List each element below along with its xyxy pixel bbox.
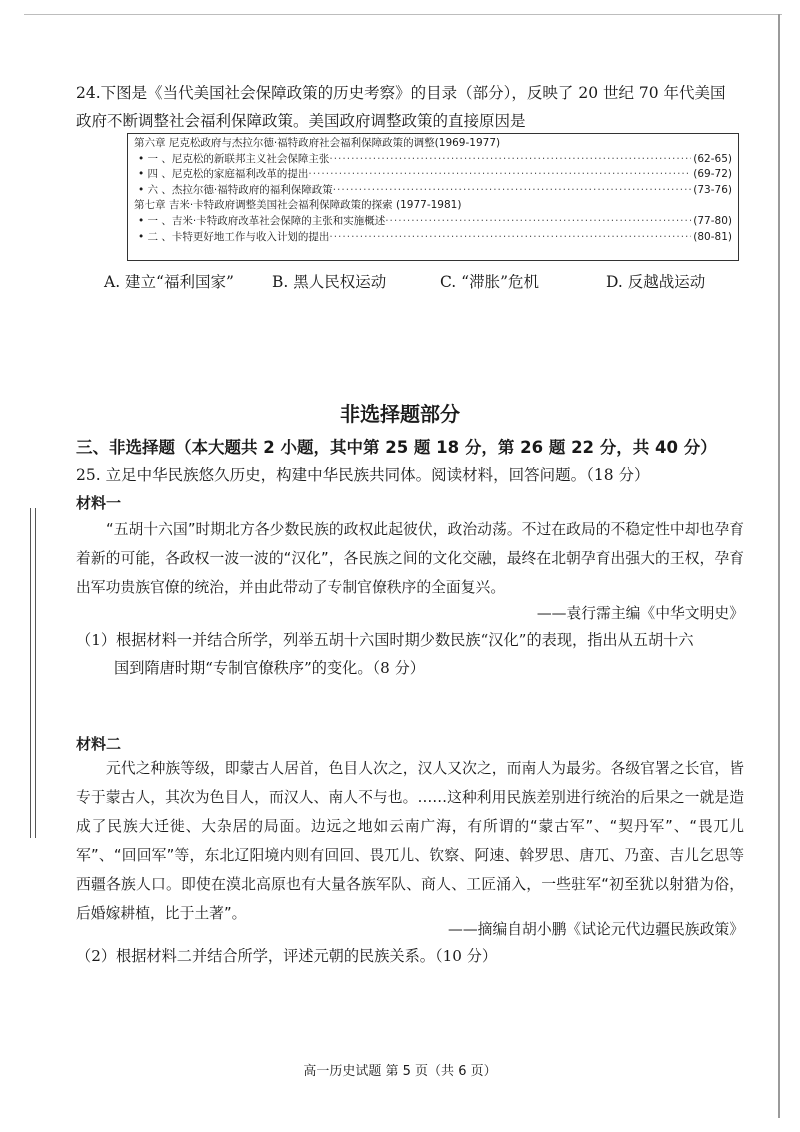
part-heading: 三、非选择题（本大题共 2 小题，其中第 25 题 18 分，第 26 题 22 分，共 40 分） <box>76 438 717 457</box>
toc-item-title: • 一 、吉米·卡特政府改革社会保障的主张和实施概述 <box>138 214 386 227</box>
toc-item <box>134 167 732 183</box>
toc-item-title: • 一 、尼克松的新联邦主义社会保障主张 <box>138 152 330 165</box>
toc-item <box>134 183 732 199</box>
q25-stem: 25. 立足中华民族悠久历史，构建中华民族共同体。阅读材料，回答问题。（18 分） <box>76 466 650 484</box>
q24-option-a: A. 建立“福利国家” <box>104 273 234 291</box>
toc-item-pages: (80-81) <box>693 230 732 243</box>
material1-body: “五胡十六国”时期北方各少数民族的政权此起彼伏，政治动荡。不过在政局的不稳定性中却也孕育着新的可能，各政权一波一波的“汉化”，各民族之间的文化交融，最终在北朝孕育出强大的王权，孕育出军功贵族官僚的统治，并由此带动了专制官僚秩序的全面复兴。 <box>76 521 744 596</box>
binding-mark <box>30 508 36 838</box>
q24-stem-line2: 政府不断调整社会福利保障政策。美国政府调整政策的直接原因是 <box>76 112 526 130</box>
q25-sub1-line1: （1）根据材料一并结合所学，列举五胡十六国时期少数民族“汉化”的表现，指出从五胡十六 <box>76 631 694 649</box>
toc-leader-dots <box>329 230 691 246</box>
scan-top-edge <box>24 14 782 15</box>
q24-option-d: D. 反越战运动 <box>606 273 706 291</box>
toc-item-pages: (77-80) <box>693 214 732 227</box>
toc-chapter-7-title: 第七章 吉米·卡特政府调整美国社会福利保障政策的探索 (1977-1981) <box>134 199 462 212</box>
toc-item <box>134 152 732 168</box>
material2-label: 材料二 <box>76 735 122 753</box>
material2-body: 元代之种族等级，即蒙古人居首，色目人次之，汉人又次之，而南人为最劣。各级官署之长官，皆专于蒙古人，其次为色目人，而汉人、南人不与也。……这种利用民族差别进行统治的后果之一就是造成了民族大迁徙、大杂居的局面。边远之地如云南广海，有所谓的“蒙古军”、“契丹军”、“畏兀儿军”、“回回军”等，东北辽阳境内则有回回、畏兀儿、钦察、阿速、斡罗思、唐兀、乃蛮、吉儿乞思等西疆各族人口。即使在漠北高原也有大量各族军队、商人、工匠涌入，一些驻军“初至犹以射猎为俗，后婚嫁耕植，比于土著”。 <box>76 760 744 922</box>
page-footer: 高一历史试题 第 5 页（共 6 页） <box>303 1064 497 1079</box>
toc-leader-dots <box>385 214 691 230</box>
q24-option-b: B. 黑人民权运动 <box>272 273 387 291</box>
material2-source: ——摘编自胡小鹏《试论元代边疆民族政策》 <box>448 921 744 938</box>
toc-leader-dots <box>308 167 691 183</box>
toc-item-pages: (73-76) <box>693 183 732 196</box>
q24-option-c: C. “滞胀”危机 <box>440 273 540 291</box>
toc-leader-dots <box>329 152 691 168</box>
toc-leader-dots <box>333 183 692 199</box>
material1-label: 材料一 <box>76 494 122 512</box>
toc-item <box>134 230 732 246</box>
toc-item <box>134 214 732 230</box>
q24-stem-line1: 24.下图是《当代美国社会保障政策的历史考察》的目录（部分），反映了 20 世纪 70 年代美国 <box>76 84 726 102</box>
toc-item-title: • 四 、尼克松的家庭福利改革的提出 <box>138 168 309 181</box>
toc-item-title: • 六 、杰拉尔德·福特政府的福利保障政策 <box>138 183 333 196</box>
q25-sub1-line2: 国到隋唐时期“专制官僚秩序”的变化。（8 分） <box>114 659 425 677</box>
toc-item-pages: (69-72) <box>693 168 732 181</box>
material1-text <box>76 515 744 602</box>
q25-sub1 <box>76 626 746 682</box>
section-title: 非选择题部分 <box>340 402 460 426</box>
q24-table-of-contents <box>127 133 739 261</box>
toc-item-pages: (62-65) <box>693 152 732 165</box>
q25-sub2: （2）根据材料二并结合所学，评述元朝的民族关系。（10 分） <box>76 947 498 965</box>
scan-right-edge <box>778 14 780 1118</box>
material1-source: ——袁行霈主编《中华文明史》 <box>536 605 744 622</box>
material2-text <box>76 754 744 928</box>
toc-chapter-7 <box>134 198 732 214</box>
toc-chapter-6-title: 第六章 尼克松政府与杰拉尔德·福特政府社会福利保障政策的调整(1969-1977) <box>134 137 501 149</box>
toc-chapter-6 <box>134 136 732 152</box>
toc-item-title: • 二 、卡特更好地工作与收入计划的提出 <box>138 230 330 243</box>
